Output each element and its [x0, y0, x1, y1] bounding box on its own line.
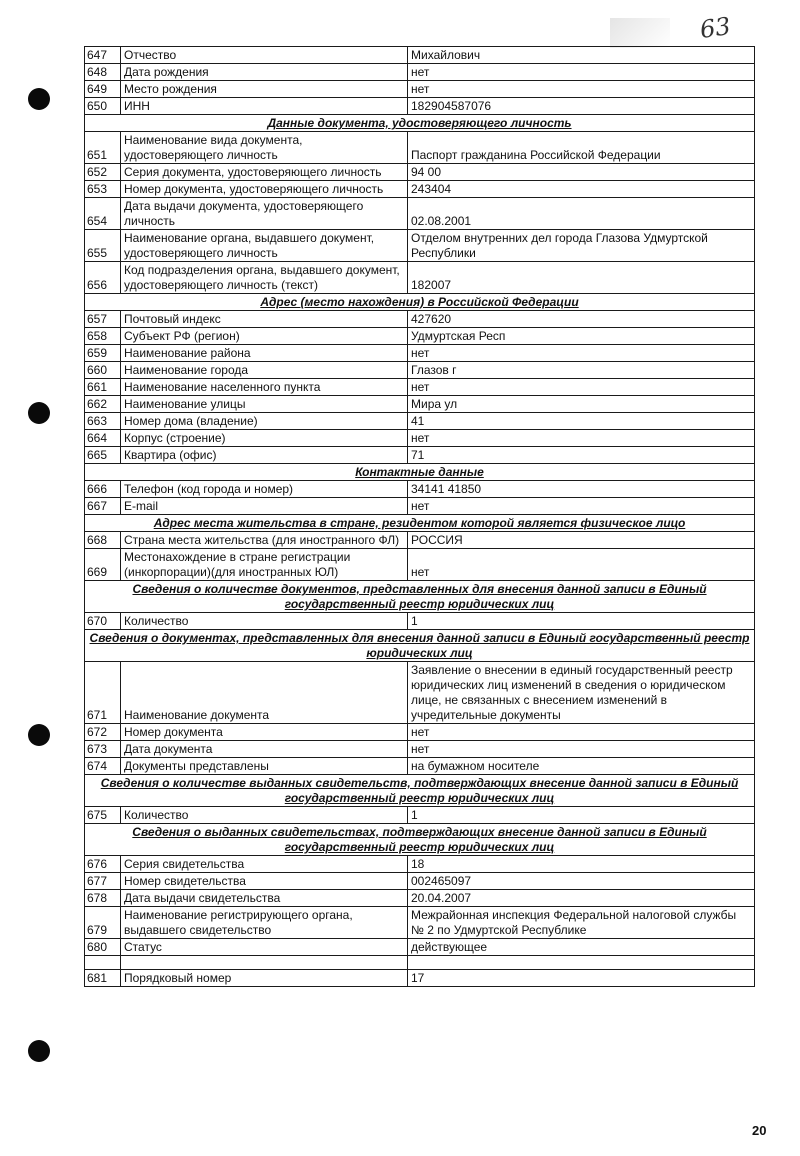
record-row — [85, 907, 755, 939]
section-header-row — [85, 581, 755, 613]
record-row — [85, 430, 755, 447]
section-title: Адрес места жительства в стране, резидентом которой является физическое лицо — [85, 515, 755, 532]
section-header-row — [85, 775, 755, 807]
field-number: 676 — [85, 856, 121, 873]
field-number: 659 — [85, 345, 121, 362]
field-number: 652 — [85, 164, 121, 181]
field-label: Наименование района — [121, 345, 408, 362]
field-label: Статус — [121, 939, 408, 956]
record-row — [85, 328, 755, 345]
field-number: 662 — [85, 396, 121, 413]
section-title: Контактные данные — [85, 464, 755, 481]
handwritten-page-stamp: 63 — [698, 12, 733, 44]
field-label: Местонахождение в стране регистрации (инкорпорации)(для иностранных ЮЛ) — [121, 549, 408, 581]
field-label: Порядковый номер — [121, 970, 408, 987]
record-row — [85, 532, 755, 549]
record-row — [85, 64, 755, 81]
field-number: 666 — [85, 481, 121, 498]
record-row — [85, 662, 755, 724]
record-row — [85, 613, 755, 630]
field-value: нет — [408, 498, 755, 515]
field-label: Код подразделения органа, выдавшего документ, удостоверяющего личность (текст) — [121, 262, 408, 294]
blank-cell — [85, 956, 121, 970]
field-value: Межрайонная инспекция Федеральной налоговой службы № 2 по Удмуртской Республике — [408, 907, 755, 939]
field-number: 670 — [85, 613, 121, 630]
field-label: Субъект РФ (регион) — [121, 328, 408, 345]
field-label: Дата рождения — [121, 64, 408, 81]
field-label: ИНН — [121, 98, 408, 115]
page-number: 20 — [752, 1123, 767, 1138]
field-number: 665 — [85, 447, 121, 464]
field-label: Дата выдачи свидетельства — [121, 890, 408, 907]
field-value: 182007 — [408, 262, 755, 294]
punch-hole — [28, 88, 50, 110]
field-value: нет — [408, 549, 755, 581]
record-row — [85, 379, 755, 396]
record-row — [85, 741, 755, 758]
field-value: 1 — [408, 807, 755, 824]
field-value: 1 — [408, 613, 755, 630]
field-number: 650 — [85, 98, 121, 115]
field-value: 17 — [408, 970, 755, 987]
field-value: 182904587076 — [408, 98, 755, 115]
blank-cell — [408, 956, 755, 970]
field-value: действующее — [408, 939, 755, 956]
scan-shadow — [610, 18, 670, 48]
field-number: 658 — [85, 328, 121, 345]
field-value: нет — [408, 741, 755, 758]
field-label: Дата документа — [121, 741, 408, 758]
field-number: 678 — [85, 890, 121, 907]
record-row — [85, 396, 755, 413]
section-title: Сведения о количестве документов, представленных для внесения данной записи в Единый государственный реестр юридических лиц — [85, 581, 755, 613]
field-number: 672 — [85, 724, 121, 741]
field-label: Отчество — [121, 47, 408, 64]
field-value: 427620 — [408, 311, 755, 328]
field-label: Наименование вида документа, удостоверяющего личность — [121, 132, 408, 164]
field-label: Наименование города — [121, 362, 408, 379]
field-label: Страна места жительства (для иностранного ФЛ) — [121, 532, 408, 549]
field-value: 94 00 — [408, 164, 755, 181]
field-label: Корпус (строение) — [121, 430, 408, 447]
field-value: 002465097 — [408, 873, 755, 890]
record-row — [85, 164, 755, 181]
field-value: 34141 41850 — [408, 481, 755, 498]
section-header-row — [85, 515, 755, 532]
record-row — [85, 549, 755, 581]
field-value: 71 — [408, 447, 755, 464]
field-value: нет — [408, 379, 755, 396]
field-number: 653 — [85, 181, 121, 198]
record-row — [85, 481, 755, 498]
field-value: нет — [408, 81, 755, 98]
field-label: Номер свидетельства — [121, 873, 408, 890]
record-row — [85, 939, 755, 956]
record-row — [85, 262, 755, 294]
field-number: 657 — [85, 311, 121, 328]
record-row — [85, 758, 755, 775]
field-value: Глазов г — [408, 362, 755, 379]
section-title: Данные документа, удостоверяющего личность — [85, 115, 755, 132]
record-row — [85, 890, 755, 907]
field-value: Михайлович — [408, 47, 755, 64]
record-row — [85, 498, 755, 515]
field-label: Почтовый индекс — [121, 311, 408, 328]
field-number: 680 — [85, 939, 121, 956]
record-row — [85, 47, 755, 64]
field-value: нет — [408, 64, 755, 81]
egrul-record-table — [84, 46, 755, 987]
punch-hole — [28, 724, 50, 746]
record-row — [85, 856, 755, 873]
field-number: 671 — [85, 662, 121, 724]
field-number: 673 — [85, 741, 121, 758]
field-value: Отделом внутренних дел города Глазова Удмуртской Республики — [408, 230, 755, 262]
field-value: Заявление о внесении в единый государственный реестр юридических лиц изменений в сведения о юридическом лице, не связанных с внесением изменений в учредительные документы — [408, 662, 755, 724]
section-title: Сведения о количестве выданных свидетельств, подтверждающих внесение данной записи в Единый государственный реестр юридических лиц — [85, 775, 755, 807]
record-row — [85, 873, 755, 890]
field-label: Серия документа, удостоверяющего личность — [121, 164, 408, 181]
field-label: Количество — [121, 807, 408, 824]
field-label: Номер документа, удостоверяющего личность — [121, 181, 408, 198]
field-number: 681 — [85, 970, 121, 987]
field-label: E-mail — [121, 498, 408, 515]
record-row — [85, 724, 755, 741]
field-value: нет — [408, 345, 755, 362]
field-number: 649 — [85, 81, 121, 98]
field-number: 647 — [85, 47, 121, 64]
field-number: 679 — [85, 907, 121, 939]
section-title: Сведения о выданных свидетельствах, подтверждающих внесение данной записи в Единый государственный реестр юридических лиц — [85, 824, 755, 856]
field-label: Телефон (код города и номер) — [121, 481, 408, 498]
field-number: 656 — [85, 262, 121, 294]
field-label: Наименование улицы — [121, 396, 408, 413]
field-label: Номер дома (владение) — [121, 413, 408, 430]
field-label: Наименование документа — [121, 662, 408, 724]
field-value: 41 — [408, 413, 755, 430]
field-number: 660 — [85, 362, 121, 379]
field-label: Документы представлены — [121, 758, 408, 775]
field-number: 677 — [85, 873, 121, 890]
blank-row — [85, 956, 755, 970]
section-title: Сведения о документах, представленных для внесения данной записи в Единый государственный реестр юридических лиц — [85, 630, 755, 662]
section-header-row — [85, 115, 755, 132]
record-row — [85, 311, 755, 328]
field-number: 668 — [85, 532, 121, 549]
field-number: 664 — [85, 430, 121, 447]
field-label: Номер документа — [121, 724, 408, 741]
field-label: Квартира (офис) — [121, 447, 408, 464]
field-label: Наименование населенного пункта — [121, 379, 408, 396]
field-value: Паспорт гражданина Российской Федерации — [408, 132, 755, 164]
record-row — [85, 807, 755, 824]
record-row — [85, 181, 755, 198]
record-row — [85, 98, 755, 115]
field-number: 675 — [85, 807, 121, 824]
section-header-row — [85, 294, 755, 311]
record-row — [85, 970, 755, 987]
field-value: Удмуртская Респ — [408, 328, 755, 345]
field-number: 667 — [85, 498, 121, 515]
field-number: 648 — [85, 64, 121, 81]
section-header-row — [85, 824, 755, 856]
field-label: Дата выдачи документа, удостоверяющего личность — [121, 198, 408, 230]
record-row — [85, 345, 755, 362]
field-value: на бумажном носителе — [408, 758, 755, 775]
record-table-body — [85, 47, 755, 987]
field-value: 243404 — [408, 181, 755, 198]
field-label: Количество — [121, 613, 408, 630]
field-number: 651 — [85, 132, 121, 164]
field-number: 655 — [85, 230, 121, 262]
field-number: 661 — [85, 379, 121, 396]
record-row — [85, 230, 755, 262]
record-row — [85, 198, 755, 230]
section-header-row — [85, 630, 755, 662]
field-number: 669 — [85, 549, 121, 581]
record-row — [85, 81, 755, 98]
section-header-row — [85, 464, 755, 481]
field-value: 18 — [408, 856, 755, 873]
field-label: Серия свидетельства — [121, 856, 408, 873]
field-number: 663 — [85, 413, 121, 430]
field-value: 20.04.2007 — [408, 890, 755, 907]
record-row — [85, 413, 755, 430]
record-row — [85, 447, 755, 464]
field-value: РОССИЯ — [408, 532, 755, 549]
field-number: 674 — [85, 758, 121, 775]
record-row — [85, 362, 755, 379]
field-label: Наименование органа, выдавшего документ, удостоверяющего личность — [121, 230, 408, 262]
field-value: нет — [408, 430, 755, 447]
punch-hole — [28, 402, 50, 424]
field-value: 02.08.2001 — [408, 198, 755, 230]
record-row — [85, 132, 755, 164]
field-value: нет — [408, 724, 755, 741]
section-title: Адрес (место нахождения) в Российской Федерации — [85, 294, 755, 311]
field-label: Место рождения — [121, 81, 408, 98]
blank-cell — [121, 956, 408, 970]
field-number: 654 — [85, 198, 121, 230]
field-label: Наименование регистрирующего органа, выдавшего свидетельство — [121, 907, 408, 939]
punch-hole — [28, 1040, 50, 1062]
field-value: Мира ул — [408, 396, 755, 413]
